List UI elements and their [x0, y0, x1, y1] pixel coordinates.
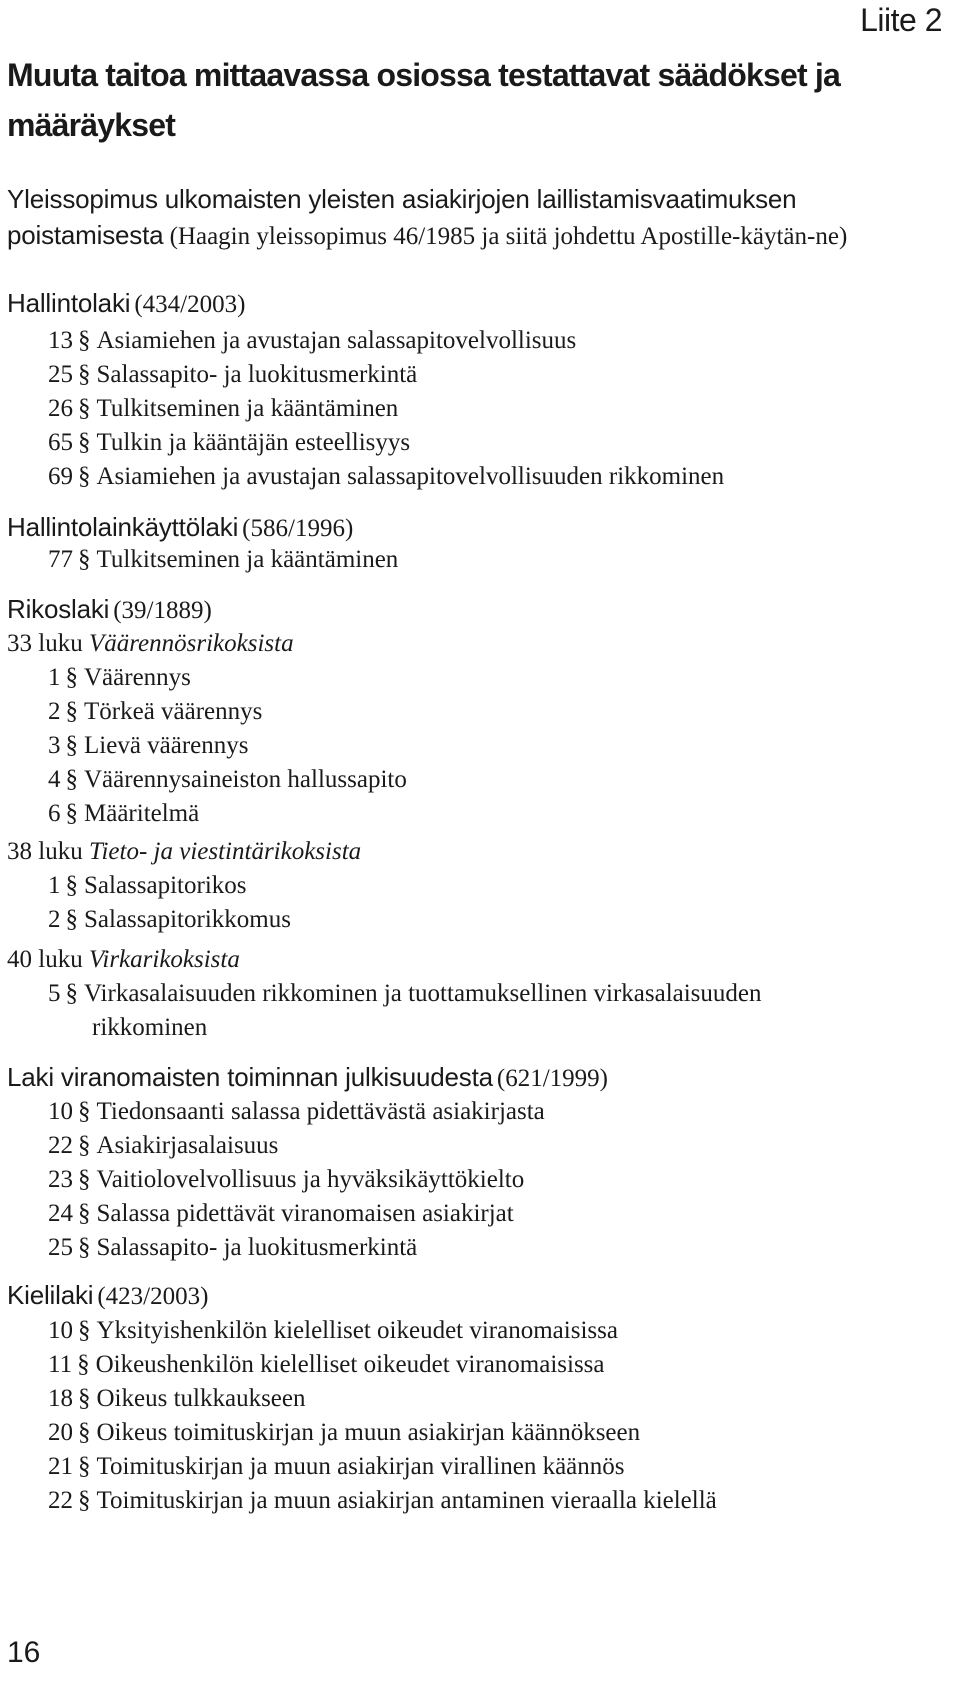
list-item: 23 § Vaitiolovelvollisuus ja hyväksikäyttökielto	[48, 1163, 524, 1197]
list-item: 4 § Väärennysaineiston hallussapito	[48, 763, 407, 797]
intro-law-ref: (Haagin yleissopimus 46/1985 ja siitä johdettu Apostille-käytän-ne)	[169, 223, 848, 250]
section-sign: §	[65, 766, 78, 793]
appendix-label: Liite 2	[860, 2, 942, 38]
section-sign: §	[78, 1317, 91, 1344]
list-item: 5 § Virkasalaisuuden rikkominen ja tuottamuksellinen virkasalaisuuden	[48, 977, 762, 1011]
section-sign: §	[65, 980, 78, 1007]
list-item: 21 § Toimituskirjan ja muun asiakirjan virallinen käännös	[48, 1450, 625, 1484]
law-heading-kielilaki	[7, 1278, 208, 1317]
section-sign: §	[78, 1132, 91, 1159]
law-name: Rikoslaki	[7, 594, 110, 624]
list-item: 65 § Tulkin ja kääntäjän esteellisyys	[48, 426, 410, 460]
law-name: Hallintolainkäyttölaki	[7, 512, 239, 542]
list-item: 10 § Yksityishenkilön kielelliset oikeudet viranomaisissa	[48, 1314, 618, 1348]
law-heading-hallintolaki	[7, 286, 245, 325]
section-sign: §	[78, 361, 91, 388]
section-sign: §	[78, 546, 91, 573]
law-ref: (423/2003)	[97, 1283, 209, 1310]
section-sign: §	[78, 395, 91, 422]
section-sign: §	[78, 327, 91, 354]
section-sign: §	[78, 463, 91, 490]
list-item: 3 § Lievä väärennys	[48, 729, 249, 763]
law-name: Kielilaki	[7, 1280, 94, 1310]
list-item: 11 § Oikeushenkilön kielelliset oikeudet viranomaisissa	[48, 1348, 605, 1382]
list-item: 1 § Väärennys	[48, 661, 191, 695]
section-sign: §	[78, 1487, 91, 1514]
section-sign: §	[78, 1200, 91, 1227]
section-sign: §	[65, 872, 78, 899]
list-item: 22 § Asiakirjasalaisuus	[48, 1129, 278, 1163]
law-name: Hallintolaki	[7, 288, 131, 318]
section-sign: §	[78, 1419, 91, 1446]
section-sign: §	[65, 698, 78, 725]
law-ref: (621/1999)	[496, 1065, 608, 1092]
law-ref: (39/1889)	[113, 597, 212, 624]
list-item: 13 § Asiamiehen ja avustajan salassapitovelvollisuus	[48, 324, 576, 358]
page-title: Muuta taitoa mittaavassa osiossa testattavat säädökset ja määräykset	[7, 57, 840, 143]
section-sign: §	[78, 1098, 91, 1125]
list-item-continuation: rikkominen	[92, 1014, 208, 1041]
list-item: 6 § Määritelmä	[48, 797, 199, 831]
section-sign: §	[77, 1351, 90, 1378]
list-item: 25 § Salassapito- ja luokitusmerkintä	[48, 1231, 417, 1265]
section-sign: §	[78, 429, 91, 456]
chapter-heading: 40 luku Virkarikoksista	[7, 946, 240, 973]
page-number: 16	[7, 1636, 41, 1669]
chapter-heading: 38 luku Tieto- ja viestintärikoksista	[7, 838, 362, 865]
intro-law-name: Yleissopimus ulkomaisten yleisten asiakirjojen laillistamisvaatimuksen poistamisesta	[7, 184, 797, 250]
list-item: 77 § Tulkitseminen ja kääntäminen	[48, 543, 398, 577]
list-item: 18 § Oikeus tulkkaukseen	[48, 1382, 305, 1416]
list-item: 10 § Tiedonsaanti salassa pidettävästä asiakirjasta	[48, 1095, 545, 1129]
section-sign: §	[78, 1166, 91, 1193]
law-ref: (434/2003)	[134, 291, 246, 318]
list-item: 26 § Tulkitseminen ja kääntäminen	[48, 392, 398, 426]
list-item: 20 § Oikeus toimituskirjan ja muun asiakirjan käännökseen	[48, 1416, 640, 1450]
law-heading-rikoslaki	[7, 592, 212, 631]
section-sign: §	[78, 1385, 91, 1412]
list-item: 22 § Toimituskirjan ja muun asiakirjan antaminen vieraalla kielellä	[48, 1484, 717, 1518]
section-sign: §	[78, 1234, 91, 1261]
section-sign: §	[65, 800, 78, 827]
chapter-heading: 33 luku Väärennösrikoksista	[7, 630, 294, 657]
list-item: 1 § Salassapitorikos	[48, 869, 247, 903]
list-item: 24 § Salassa pidettävät viranomaisen asiakirjat	[48, 1197, 514, 1231]
section-sign: §	[78, 1453, 91, 1480]
list-item: 69 § Asiamiehen ja avustajan salassapitovelvollisuuden rikkominen	[48, 460, 724, 494]
law-ref: (586/1996)	[242, 515, 354, 542]
section-sign: §	[65, 732, 78, 759]
section-sign: §	[65, 664, 78, 691]
list-item: 2 § Törkeä väärennys	[48, 695, 262, 729]
list-item: 25 § Salassapito- ja luokitusmerkintä	[48, 358, 417, 392]
section-sign: §	[65, 906, 78, 933]
list-item: 2 § Salassapitorikkomus	[48, 903, 291, 937]
intro-paragraph	[7, 182, 947, 254]
law-heading-julkisuuslaki	[7, 1060, 608, 1099]
law-name: Laki viranomaisten toiminnan julkisuudesta	[7, 1062, 493, 1092]
